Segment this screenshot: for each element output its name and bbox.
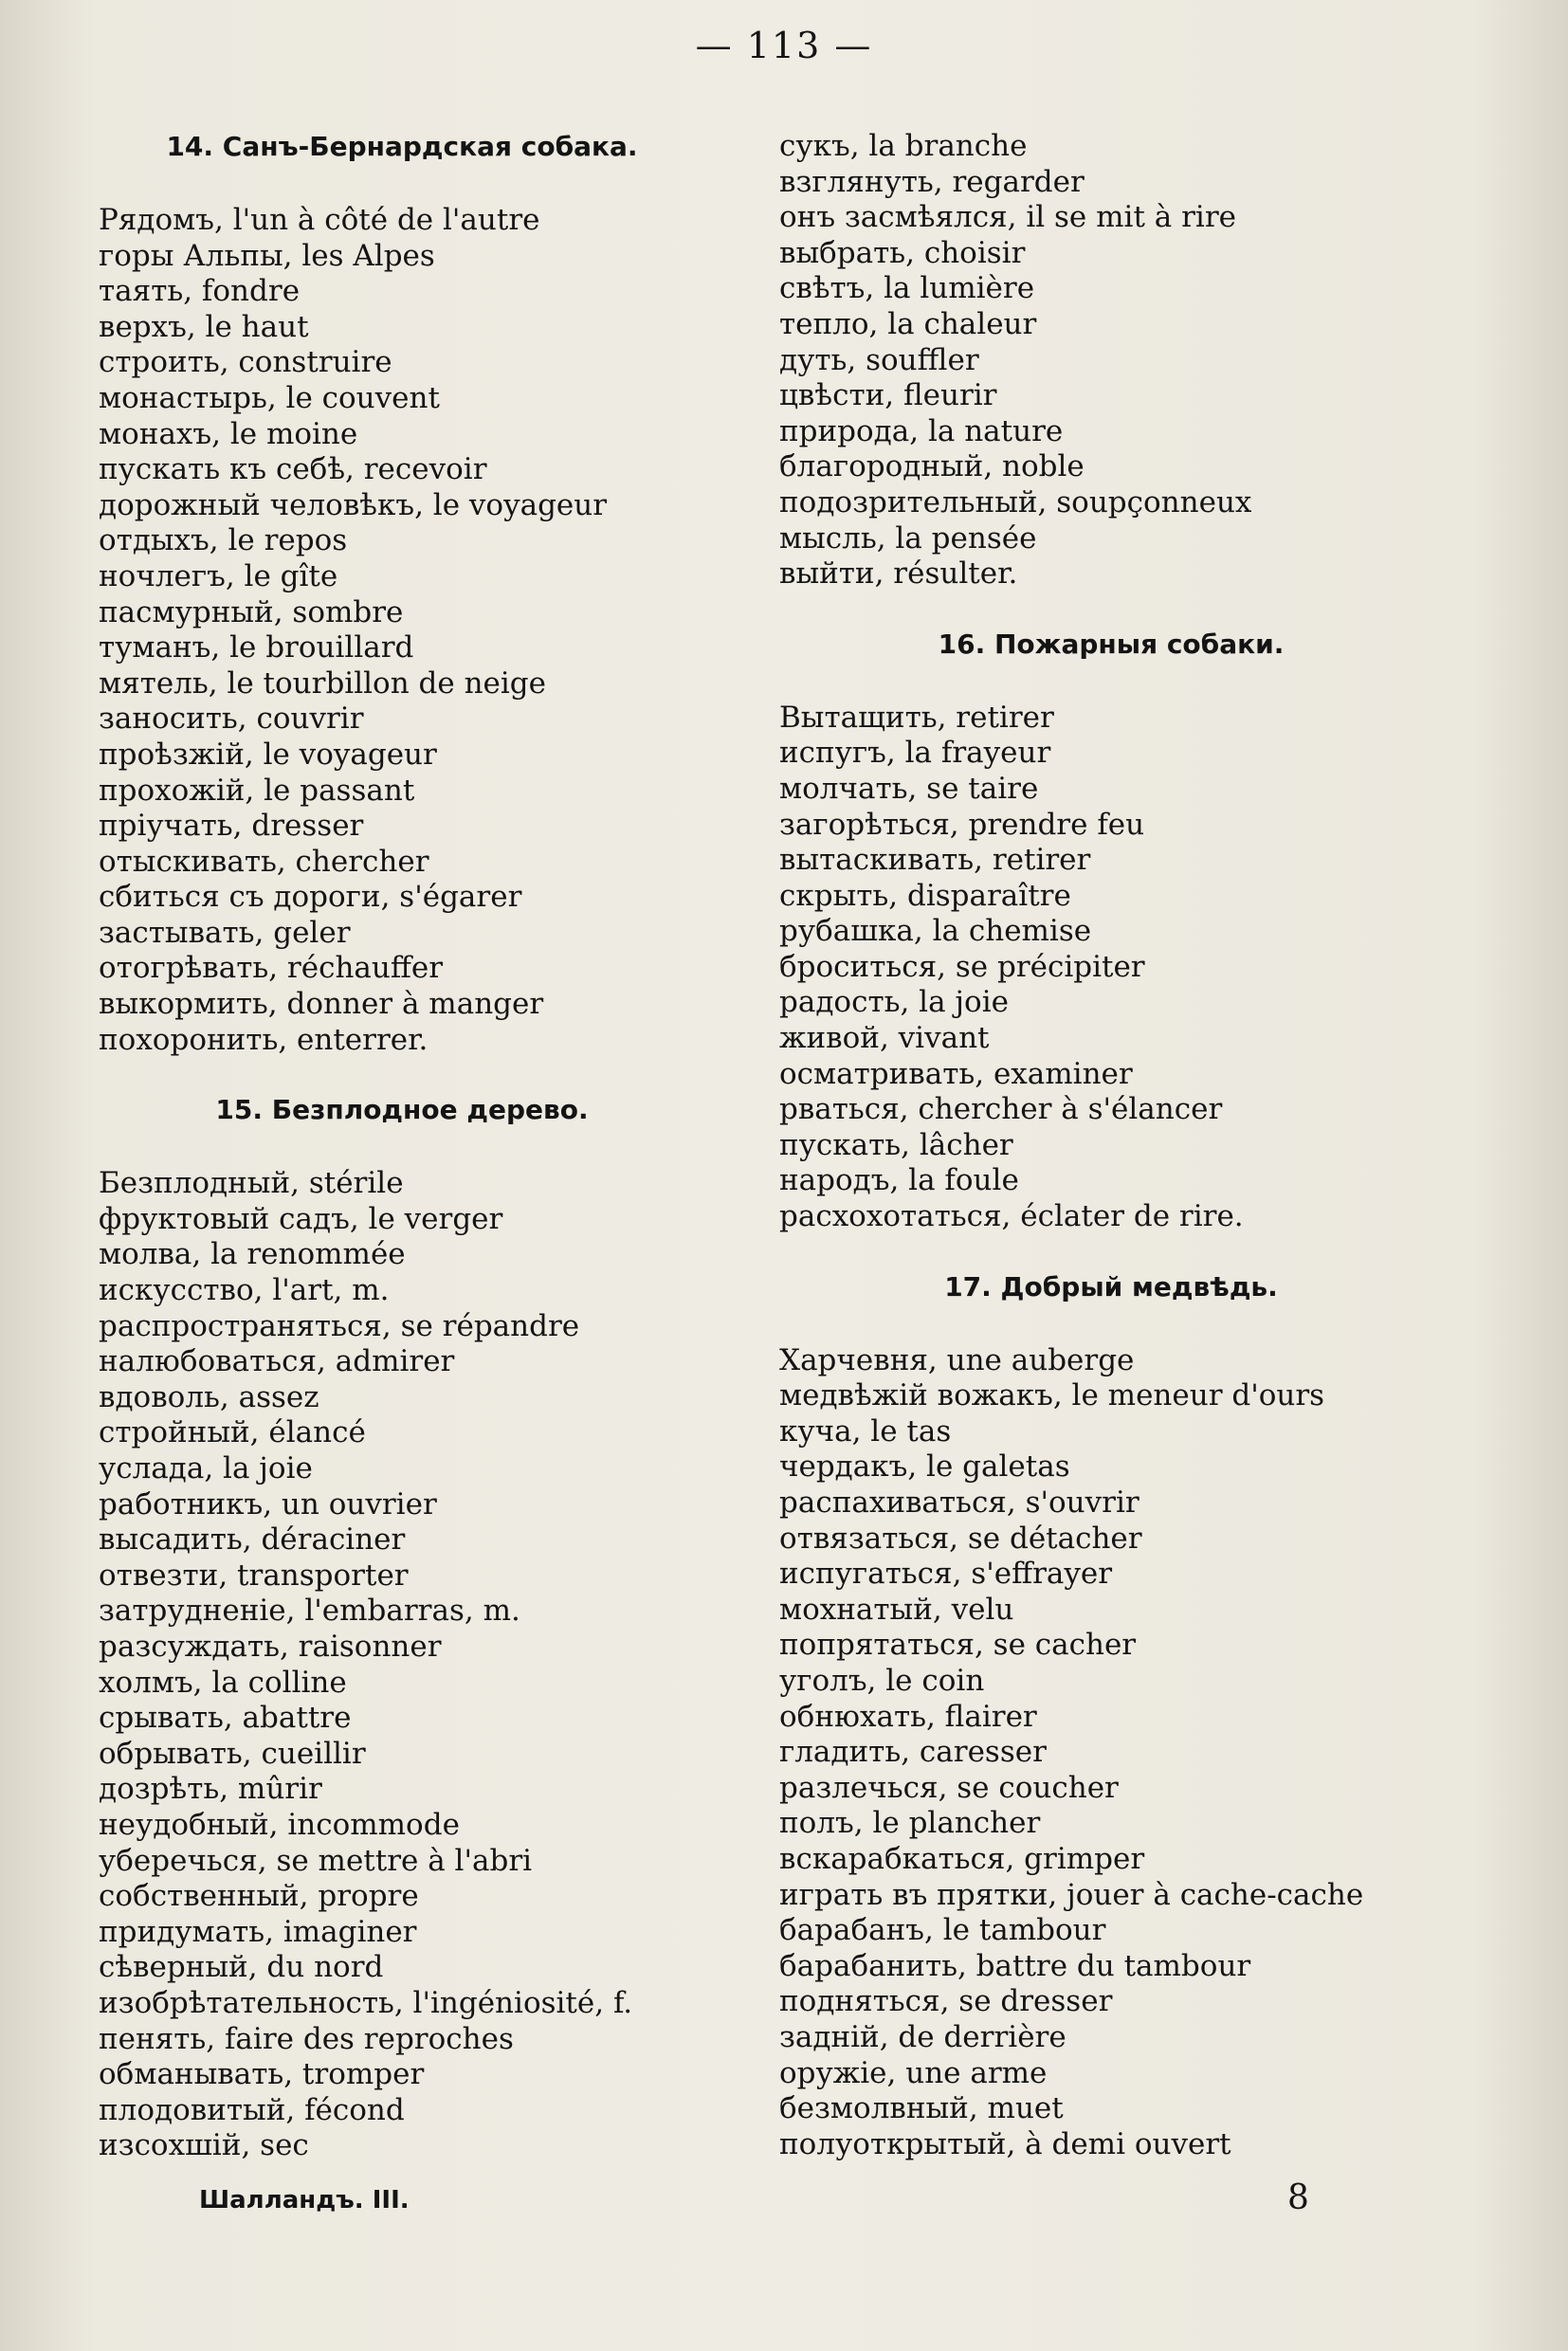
vocabulary-entry: распространяться, se répandre xyxy=(99,1308,580,1343)
vocabulary-entry: Вытащить, retirer xyxy=(779,700,1054,735)
vocabulary-entry: затрудненіе, l'embarras, m. xyxy=(99,1594,520,1629)
vocabulary-list xyxy=(99,1166,705,2164)
vocabulary-entry: дозрѣть, mûrir xyxy=(99,1772,322,1807)
vocabulary-entry: благородный, noble xyxy=(779,449,1085,484)
vocabulary-entry: живой, vivant xyxy=(779,1021,990,1056)
vocabulary-entry: пріучать, dresser xyxy=(99,809,364,844)
vocabulary-entry: рубашка, la chemise xyxy=(779,914,1092,949)
vocabulary-entry: обманывать, tromper xyxy=(99,2057,425,2092)
vocabulary-entry: обнюхать, flairer xyxy=(779,1699,1037,1734)
vocabulary-entry: неудобный, incommode xyxy=(99,1807,460,1842)
vocabulary-entry: сукъ, la branche xyxy=(779,129,1028,163)
vocabulary-entry: барабанить, battre du tambour xyxy=(779,1948,1251,1983)
heading-spacer xyxy=(99,165,705,203)
section-heading: 16. Пожарныя собаки. xyxy=(938,628,1285,660)
vocabulary-entry: дорожный человѣкъ, le voyageur xyxy=(99,487,608,522)
vocabulary-entry: скрыть, disparaître xyxy=(779,878,1071,913)
vocabulary-entry: уголъ, le coin xyxy=(779,1663,985,1698)
vocabulary-entry: похоронить, enterrer. xyxy=(99,1022,428,1057)
vocabulary-entry: играть въ прятки, jouer à cache-cache xyxy=(779,1877,1364,1912)
vocabulary-entry: Безплодный, stérile xyxy=(99,1166,404,1201)
vocabulary-entry: мятель, le tourbillon de neige xyxy=(99,665,546,701)
vocabulary-entry: разлечься, se coucher xyxy=(779,1770,1119,1805)
vocabulary-entry: отыскивать, chercher xyxy=(99,844,429,879)
vocabulary-entry: работникъ, un ouvrier xyxy=(99,1486,437,1522)
vocabulary-entry: вскарабкаться, grimper xyxy=(779,1841,1145,1876)
vocabulary-entry: фруктовый садъ, le verger xyxy=(99,1201,503,1236)
vocabulary-entry: выбрать, choisir xyxy=(779,235,1026,270)
vocabulary-entry: мохнатый, velu xyxy=(779,1592,1014,1627)
heading-spacer xyxy=(779,663,1443,701)
vocabulary-list xyxy=(99,203,705,1058)
vocabulary-entry: Рядомъ, l'un à côté de l'autre xyxy=(99,203,540,237)
vocabulary-entry: уберечься, se mettre à l'abri xyxy=(99,1843,533,1878)
vocabulary-entry: прохожій, le passant xyxy=(99,773,415,808)
vocabulary-entry: задній, de derrière xyxy=(779,2019,1067,2054)
sheet-number: 8 xyxy=(1287,2178,1309,2217)
vocabulary-entry: холмъ, la colline xyxy=(99,1665,347,1700)
vocabulary-entry: цвѣсти, fleurir xyxy=(779,378,997,413)
vocabulary-entry: выйти, résulter. xyxy=(779,556,1018,592)
vocabulary-entry: мысль, la pensée xyxy=(779,520,1037,556)
section-heading: 17. Добрый медвѣдь. xyxy=(944,1270,1278,1303)
section-spacer xyxy=(99,1058,705,1092)
vocabulary-entry: монастырь, le couvent xyxy=(99,380,440,415)
vocabulary-entry: молчать, se taire xyxy=(779,771,1039,806)
vocabulary-entry: вытаскивать, retirer xyxy=(779,843,1091,878)
vocabulary-entry: осматривать, examiner xyxy=(779,1056,1133,1091)
vocabulary-entry: пасмурный, sombre xyxy=(99,594,404,629)
vocabulary-entry: выкормить, donner à manger xyxy=(99,987,544,1022)
vocabulary-entry: испугаться, s'effrayer xyxy=(779,1557,1113,1592)
vocabulary-entry: безмолвный, muet xyxy=(779,2091,1064,2126)
right-column xyxy=(779,129,1443,2162)
vocabulary-entry: верхъ, le haut xyxy=(99,309,309,344)
vocabulary-entry: обрывать, cueillir xyxy=(99,1736,366,1771)
vocabulary-entry: пускать, lâcher xyxy=(779,1127,1013,1162)
vocabulary-entry: сѣверный, du nord xyxy=(99,1950,384,1985)
vocabulary-entry: тепло, la chaleur xyxy=(779,306,1037,341)
section-heading: 14. Санъ-Бернардская собака. xyxy=(166,131,638,162)
vocabulary-list xyxy=(779,701,1443,1235)
vocabulary-entry: пенять, faire des reproches xyxy=(99,2021,514,2056)
vocabulary-list xyxy=(779,1343,1443,2163)
vocabulary-entry: рваться, chercher à s'élancer xyxy=(779,1092,1223,1127)
vocabulary-entry: испугъ, la frayeur xyxy=(779,736,1051,771)
page-number: — 113 — xyxy=(695,25,873,66)
vocabulary-entry: радость, la joie xyxy=(779,985,1009,1020)
vocabulary-entry: природа, la nature xyxy=(779,413,1064,448)
vocabulary-entry: попрятаться, se cacher xyxy=(779,1628,1137,1663)
vocabulary-entry: искусство, l'art, m. xyxy=(99,1273,390,1308)
vocabulary-entry: услада, la joie xyxy=(99,1451,313,1485)
vocabulary-entry: горы Альпы, les Alpes xyxy=(99,238,435,273)
vocabulary-entry: гладить, caresser xyxy=(779,1735,1047,1770)
section-heading: 15. Безплодное дерево. xyxy=(215,1094,589,1126)
section-spacer xyxy=(779,1235,1443,1269)
heading-spacer xyxy=(99,1128,705,1166)
vocabulary-entry: срывать, abattre xyxy=(99,1701,352,1736)
vocabulary-entry: дуть, souffler xyxy=(779,342,979,377)
vocabulary-entry: разсуждать, raisonner xyxy=(99,1629,442,1664)
vocabulary-entry: броситься, se précipiter xyxy=(779,949,1145,984)
vocabulary-entry: отогрѣвать, réchauffer xyxy=(99,951,444,986)
vocabulary-entry: стройный, élancé xyxy=(99,1415,366,1450)
vocabulary-entry: отдыхъ, le repos xyxy=(99,523,348,558)
vocabulary-entry: свѣтъ, la lumière xyxy=(779,271,1035,306)
vocabulary-entry: распахиваться, s'ouvrir xyxy=(779,1485,1140,1520)
vocabulary-entry: оружіе, une arme xyxy=(779,2055,1048,2090)
heading-spacer xyxy=(779,1305,1443,1343)
vocabulary-entry: таять, fondre xyxy=(99,274,301,309)
vocabulary-entry: чердакъ, le galetas xyxy=(779,1449,1070,1485)
vocabulary-entry: народъ, la foule xyxy=(779,1163,1019,1198)
vocabulary-entry: подозрительный, soupçonneux xyxy=(779,484,1252,519)
vocabulary-entry: медвѣжій вожакъ, le meneur d'ours xyxy=(779,1378,1325,1413)
vocabulary-entry: молва, la renommée xyxy=(99,1237,406,1272)
vocabulary-entry: монахъ, le moine xyxy=(99,416,358,451)
vocabulary-entry: собственный, propre xyxy=(99,1879,419,1914)
vocabulary-entry: расхохотаться, éclater de rire. xyxy=(779,1199,1244,1234)
vocabulary-entry: строить, construire xyxy=(99,345,392,380)
vocabulary-entry: отвязаться, se détacher xyxy=(779,1521,1142,1556)
printer-signature: Шалландъ. III. xyxy=(199,2186,410,2214)
vocabulary-entry: вдоволь, assez xyxy=(99,1379,319,1414)
vocabulary-entry: изобрѣтательность, l'ingéniosité, f. xyxy=(99,1985,633,2020)
vocabulary-entry: загорѣться, prendre feu xyxy=(779,807,1145,842)
vocabulary-entry: придумать, imaginer xyxy=(99,1914,417,1949)
vocabulary-entry: туманъ, le brouillard xyxy=(99,630,414,665)
vocabulary-entry: проѣзжій, le voyageur xyxy=(99,737,437,772)
vocabulary-entry: куча, le tas xyxy=(779,1413,952,1449)
vocabulary-entry: налюбоваться, admirer xyxy=(99,1344,455,1379)
vocabulary-entry: ночлегъ, le gîte xyxy=(99,558,338,593)
vocabulary-entry: застывать, geler xyxy=(99,915,351,950)
vocabulary-entry: высадить, déraciner xyxy=(99,1522,406,1558)
vocabulary-entry: плодовитый, fécond xyxy=(99,2092,405,2127)
vocabulary-entry: пускать къ себѣ, recevoir xyxy=(99,452,487,487)
vocabulary-entry: полъ, le plancher xyxy=(779,1806,1041,1841)
vocabulary-entry: взглянуть, regarder xyxy=(779,164,1085,199)
vocabulary-entry: полуоткрытый, à demi ouvert xyxy=(779,2126,1231,2161)
vocabulary-entry: заносить, couvrir xyxy=(99,702,364,737)
vocabulary-entry: сбиться съ дороги, s'égarer xyxy=(99,880,522,915)
vocabulary-entry: изсохшій, sec xyxy=(99,2128,309,2163)
vocabulary-entry: отвезти, transporter xyxy=(99,1558,409,1593)
vocabulary-entry: онъ засмѣялся, il se mit à rire xyxy=(779,200,1236,235)
vocabulary-list xyxy=(779,129,1443,592)
left-column xyxy=(99,129,705,2164)
vocabulary-entry: барабанъ, le tambour xyxy=(779,1913,1106,1948)
section-spacer xyxy=(779,592,1443,627)
vocabulary-entry: подняться, se dresser xyxy=(779,1984,1113,2019)
vocabulary-entry: Харчевня, une auberge xyxy=(779,1342,1135,1377)
